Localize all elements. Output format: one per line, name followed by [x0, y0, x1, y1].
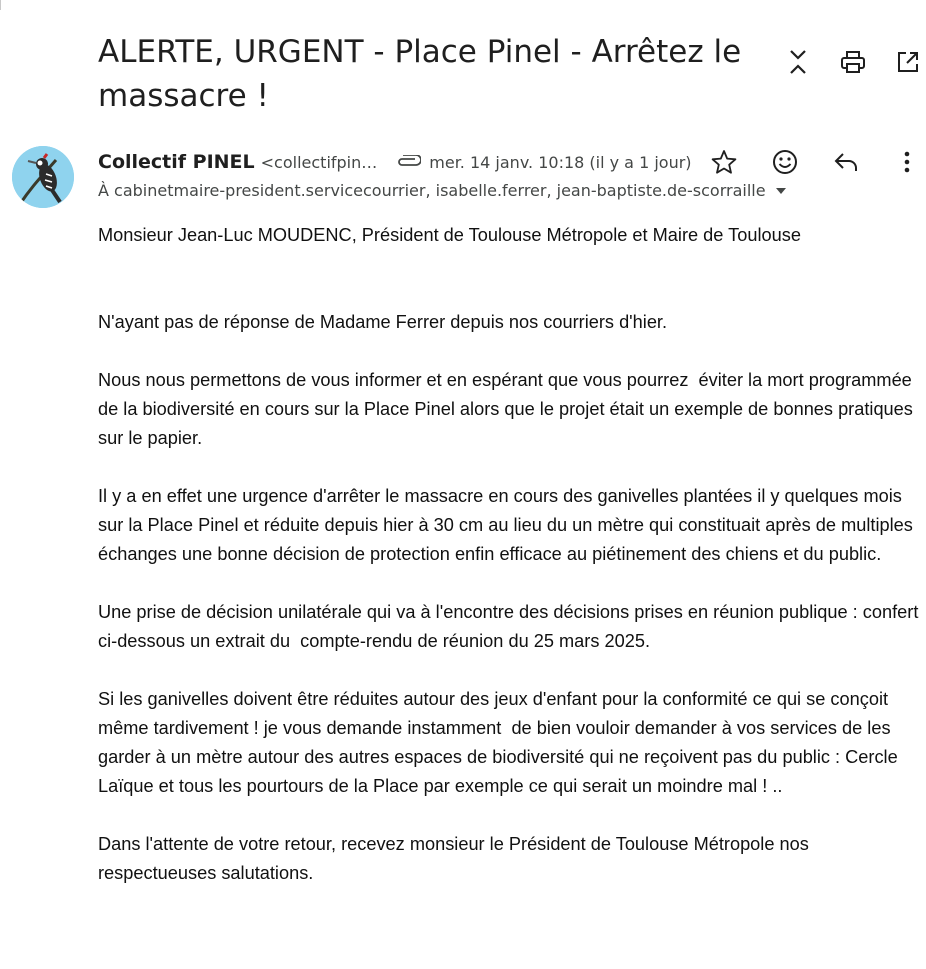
- body-paragraph: Une prise de décision unilatérale qui va à l'encontre des décisions prises en réunion publique : confert ci-dessous un extrait du compte-rendu de réunion du 25 mars 2025.: [98, 602, 924, 651]
- recipients-toggle[interactable]: [98, 181, 786, 200]
- body-paragraph: Si les ganivelles doivent être réduites autour des jeux d'enfant pour la conformité ce qui se conçoit même tardivement ! je vous demande instamment de bien vouloir demander à vos services de les garder à un mètre autour des autres espaces de biodiversité qui ne reçoivent pas du public : Cercle Laïque et tous les pourtours de la Place par exemple ce qui serait un moindre mal ! ..: [98, 689, 903, 796]
- sender-line: [98, 148, 692, 176]
- recipients-list: À cabinetmaire-president.servicecourrier, isabelle.ferrer, jean-baptiste.de-scorraille: [98, 181, 766, 200]
- chevron-down-icon: [776, 188, 786, 194]
- window-edge: [0, 0, 1, 10]
- greeting: Monsieur Jean-Luc MOUDENC, Président de Toulouse Métropole et Maire de Toulouse: [98, 225, 801, 245]
- more-options-button[interactable]: [889, 144, 925, 180]
- reply-button[interactable]: [828, 144, 864, 180]
- body-paragraph: Nous nous permettons de vous informer et en espérant que vous pourrez éviter la mort programmée de la biodiversité en cours sur la Place Pinel alors que le projet était un exemple de bonnes pratiques sur le papier.: [98, 370, 918, 448]
- collapse-all-button[interactable]: [780, 44, 816, 80]
- sender-name[interactable]: Collectif PINEL: [98, 151, 255, 173]
- star-button[interactable]: [706, 144, 742, 180]
- email-body: [98, 221, 924, 888]
- add-reaction-button[interactable]: [767, 144, 803, 180]
- thread-toolbar: [780, 44, 926, 80]
- more-options-icon: [903, 150, 911, 174]
- message-actions: [706, 144, 925, 180]
- message-date: mer. 14 janv. 10:18 (il y a 1 jour): [429, 152, 692, 172]
- sender-avatar[interactable]: [12, 146, 74, 208]
- attachment-icon: [395, 152, 421, 172]
- collapse-icon: [786, 47, 810, 77]
- open-new-window-icon: [896, 50, 920, 74]
- print-button[interactable]: [835, 44, 871, 80]
- sender-email[interactable]: <collectifpin…: [260, 152, 378, 172]
- body-paragraph: Il y a en effet une urgence d'arrêter le massacre en cours des ganivelles plantées il y quelques mois sur la Place Pinel et réduite depuis hier à 30 cm au lieu du un mètre qui constituait après de multiples échanges une bonne décision de protection enfin efficace au piétinement des chiens et du public.: [98, 486, 918, 564]
- body-paragraph: N'ayant pas de réponse de Madame Ferrer depuis nos courriers d'hier.: [98, 312, 668, 332]
- woodpecker-avatar: [12, 146, 74, 208]
- open-in-new-window-button[interactable]: [890, 44, 926, 80]
- reply-icon: [833, 151, 859, 173]
- star-icon: [711, 149, 737, 175]
- print-icon: [840, 49, 866, 75]
- emoji-reaction-icon: [772, 149, 798, 175]
- closing-paragraph: Dans l'attente de votre retour, recevez monsieur le Président de Toulouse Métropole nos respectueuses salutations.: [98, 834, 814, 883]
- email-subject: ALERTE, URGENT - Place Pinel - Arrêtez le massacre !: [98, 34, 742, 114]
